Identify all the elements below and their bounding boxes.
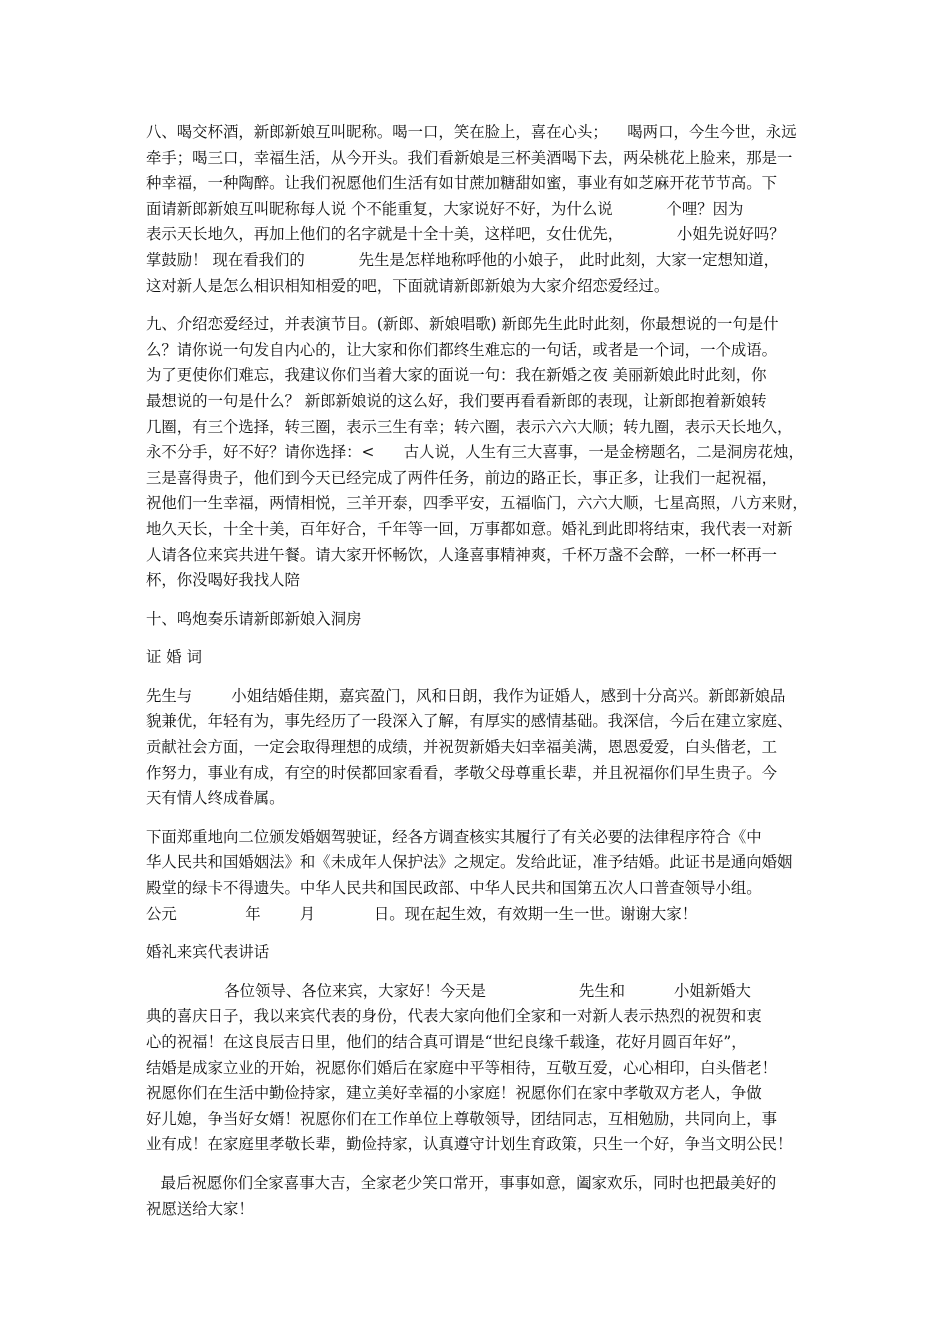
- text-line: 作努力，事业有成，有空的时侯都回家看看，孝敬父母尊重长辈，并且祝福你们早生贵子。今: [146, 763, 778, 782]
- text-line: 贡献社会方面，一定会取得理想的成绩，并祝贺新婚夫妇幸福美满，恩恩爱爱，白头偕老，工: [146, 738, 778, 757]
- text-line: 最后祝愿你们全家喜事大吉，全家老少笑口常开，事事如意，阖家欢乐，同时也把最美好的: [146, 1173, 777, 1192]
- text-line: 殿堂的绿卡不得遗失。中华人民共和国民政部、中华人民共和国第五次人口普查领导小组。: [146, 879, 762, 898]
- text-line: 祝他们一生幸福，两情相悦，三羊开泰，四季平安，五福临门，六六大顺，七星高照，八方来财，: [146, 494, 808, 513]
- text-line: 业有成！在家庭里孝敬长辈，勤俭持家，认真遵守计划生育政策，只生一个好，争当文明公民！: [146, 1135, 793, 1154]
- text-line: 华人民共和国婚姻法》和《未成年人保护法》之规定。发给此证，准予结婚。此证书是通向婚姻: [146, 853, 793, 872]
- text-line: 祝愿送给大家！: [146, 1199, 254, 1218]
- text-line: 永不分手，好不好？请你选择：< 古人说，人生有三大喜事，一是金榜题名，二是洞房花烛，: [146, 443, 804, 462]
- text-line: 为了更使你们难忘，我建议你们当着大家的面说一句：我在新婚之夜 美丽新娘此时此刻，你: [146, 366, 767, 385]
- text-line: 先生与 小姐结婚佳期，嘉宾盈门，风和日朗，我作为证婚人，感到十分高兴。新郎新娘品: [146, 686, 786, 705]
- text-line: 祝愿你们在生活中勤俭持家，建立美好幸福的小家庭！祝愿你们在家中孝敬双方老人，争做: [146, 1084, 762, 1103]
- text-line: 几圈，有三个选择，转三圈，表示三生有幸；转六圈，表示六六大顺；转九圈，表示天长地久，: [146, 417, 793, 436]
- text-line: 这对新人是怎么相识相知相爱的吧，下面就请新郎新娘为大家介绍恋爱经过。: [146, 276, 670, 295]
- text-line: 杯，你没喝好我找人陪: [146, 571, 300, 590]
- text-line: 各位领导、各位来宾，大家好！今天是 先生和 小姐新婚大: [146, 981, 751, 1000]
- text-line: 三是喜得贵子，他们到今天已经完成了两件任务，前边的路正长，事正多，让我们一起祝福，: [146, 468, 778, 487]
- text-line: 貌兼优，年轻有为，事先经历了一段深入了解，有厚实的感情基础。我深信，今后在建立家庭、: [146, 712, 793, 731]
- text-line: 面请新郎新娘互叫昵称每人说 个不能重复，大家说好不好，为什么说 个哩？因为: [146, 199, 744, 218]
- text-line: 八、喝交杯酒，新郎新娘互叫昵称。喝一口，笑在脸上，喜在心头； 喝两口，今生今世，永远: [146, 123, 797, 141]
- text-line: 九、介绍恋爱经过，并表演节目。(新郎、新娘唱歌) 新郎先生此时此刻，你最想说的一句是什: [146, 315, 779, 334]
- document-page: [146, 120, 818, 1235]
- text-line: 表示天长地久，再加上他们的名字就是十全十美，这样吧，女仕优先， 小姐先说好吗？: [146, 225, 785, 244]
- text-line: 牵手；喝三口，幸福生活，从今开头。我们看新娘是三杯美酒喝下去，两朵桃花上脸来，那是一: [146, 148, 793, 167]
- text-line: 心的祝福！在这良辰吉日里，他们的结合真可谓是“世纪良缘千载逢，花好月圆百年好”，: [146, 1033, 747, 1051]
- text-line: 好儿媳，争当好女婿！祝愿你们在工作单位上尊敬领导，团结同志，互相勉励，共同向上，事: [146, 1109, 778, 1128]
- text-line: 种幸福，一种陶醉。让我们祝愿他们生活有如甘蔗加糖甜如蜜，事业有如芝麻开花节节高。下: [146, 174, 778, 193]
- section-item-10: 十、鸣炮奏乐请新郎新娘入洞房: [146, 609, 362, 628]
- zhenghun-paragraph-2: [146, 825, 818, 927]
- text-line: 人请各位来宾共进午餐。请大家开怀畅饮，人逢喜事精神爽，千杯万盏不会醉，一杯一杯再一: [146, 545, 778, 564]
- text-line: 典的喜庆日子，我以来宾代表的身份，代表大家向他们全家和一对新人表示热烈的祝贺和衷: [146, 1007, 762, 1026]
- section-title-laibin: 婚礼来宾代表讲话: [146, 943, 270, 962]
- zhenghun-paragraph-1: [146, 684, 818, 812]
- text-line: 最想说的一句是什么？ 新郎新娘说的这么好，我们要再看看新郎的表现，让新郎抱着新娘转: [146, 391, 767, 410]
- text-line: 么？请你说一句发自内心的，让大家和你们都终生难忘的一句话，或者是一个词，一个成语。: [146, 340, 778, 359]
- laibin-paragraph-1: [146, 979, 818, 1158]
- section-item-8: [146, 120, 818, 299]
- text-line: 公元 年 月 日。现在起生效，有效期一生一世。谢谢大家！: [146, 904, 698, 923]
- laibin-paragraph-2: [146, 1171, 818, 1222]
- text-line: 地久天长，十全十美，百年好合，千年等一回，万事都如意。婚礼到此即将结束，我代表一对新: [146, 519, 793, 538]
- text-line: 掌鼓励！ 现在看我们的 先生是怎样地称呼他的小娘子， 此时此刻，大家一定想知道，: [146, 250, 780, 269]
- text-line: 结婚是成家立业的开始，祝愿你们婚后在家庭中平等相待，互敬互爱，心心相印，白头偕老！: [146, 1058, 778, 1077]
- text-line: 天有情人终成眷属。: [146, 789, 285, 808]
- section-item-9: [146, 312, 818, 594]
- text-line: 下面郑重地向二位颁发婚姻驾驶证，经各方调查核实其履行了有关必要的法律程序符合《中: [146, 827, 762, 846]
- section-title-zhenghunci: 证 婚 词: [146, 648, 202, 667]
